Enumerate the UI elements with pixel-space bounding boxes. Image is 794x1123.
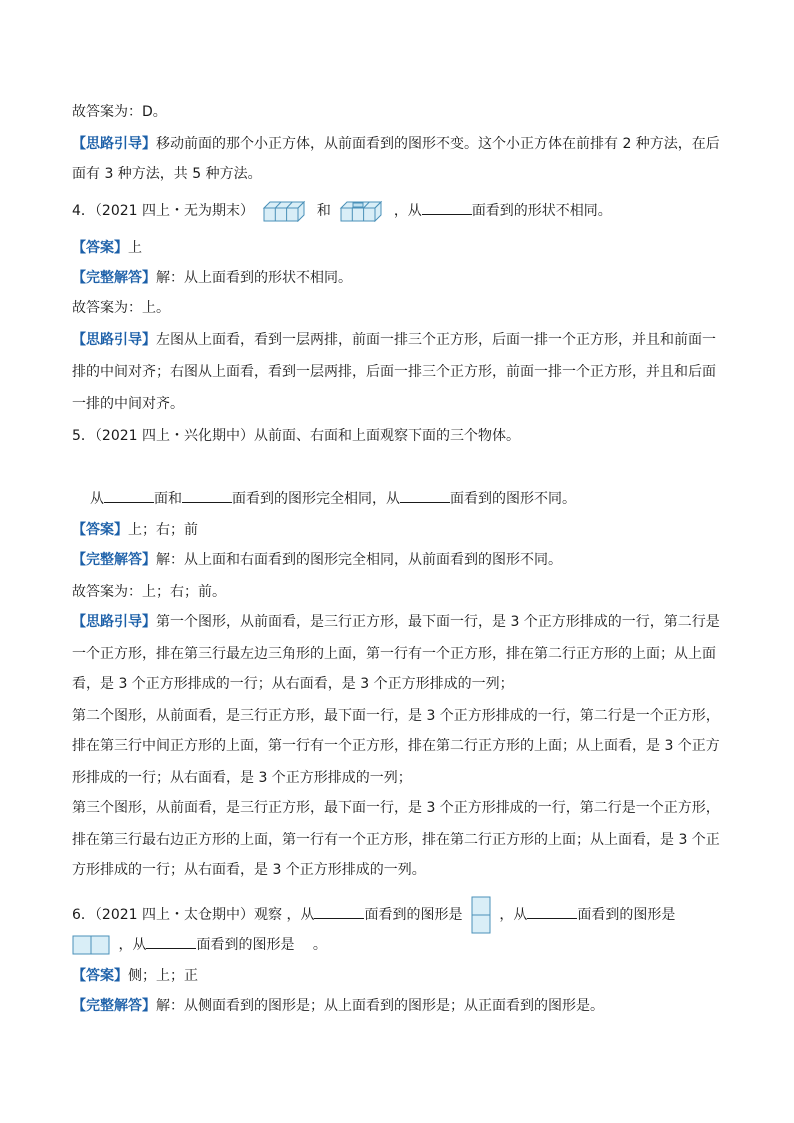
- q6-stem-cont: ，从 面看到的图形是 。: [72, 934, 722, 955]
- cube-figure-left: [262, 200, 308, 222]
- q4-stem: 4．（2021 四上・无为期末） 和 ，从 面看到的形状不相同。: [72, 200, 722, 222]
- q5-answer-line: 故答案为：上；右；前。: [72, 584, 226, 600]
- answer-blank: [422, 200, 472, 215]
- answer-blank: [314, 904, 364, 919]
- q4-hint-cont: 排的中间对齐；右图从上面看，看到一层两排，后面一排三个正方形，前面一排一个正方形，并且和后面: [72, 364, 716, 380]
- q5-hint-cont: 看，是 3 个正方形排成的一行；从右面看，是 3 个正方形排成的一列；: [72, 676, 514, 692]
- horizontal-squares-figure: [72, 935, 110, 955]
- q4-answer: 【答案】上: [72, 240, 142, 256]
- q5-hint-cont: 排在第三行最右边正方形的上面，第一行有一个正方形，排在第二行正方形的上面；从上面看，是 3 个正: [72, 832, 720, 848]
- q6-stem: 6．（2021 四上・太仓期中）观察 ，从 面看到的图形是 ，从 面看到的图形是: [72, 896, 722, 934]
- q5-solution: 【完整解答】解：从上面和右面看到的图形完全相同，从前面看到的图形不同。: [72, 552, 562, 568]
- q5-hint-cont: 方形排成的一行；从右面看，是 3 个正方形排成的一列。: [72, 862, 426, 878]
- q5-hint-cont: 第二个图形，从前面看，是三行正方形，最下面一行，是 3 个正方形排成的一行，第二行是一个正方形，: [72, 708, 720, 724]
- q3-answer-line: 故答案为：D。: [72, 104, 167, 120]
- q4-answer-line: 故答案为：上。: [72, 300, 170, 316]
- q3-hint-cont: 面有 3 种方法，共 5 种方法。: [72, 166, 262, 182]
- q5-hint-cont: 排在第三行中间正方形的上面，第一行有一个正方形，排在第二行正方形的上面；从上面看，是 3 个正方: [72, 738, 720, 754]
- answer-blank: [182, 488, 232, 503]
- q5-stem: 5．（2021 四上・兴化期中）从前面、右面和上面观察下面的三个物体。: [72, 428, 520, 444]
- hint-tag: 【思路引导】: [72, 136, 156, 152]
- q4-solution: 【完整解答】解：从上面看到的形状不相同。: [72, 270, 352, 286]
- q5-hint-cont: 第三个图形，从前面看，是三行正方形，最下面一行，是 3 个正方形排成的一行，第二行是一个正方形，: [72, 800, 720, 816]
- q4-hint: 【思路引导】左图从上面看，看到一层两排，前面一排三个正方形，后面一排一个正方形，并且和前面一: [72, 332, 716, 348]
- answer-blank: [400, 488, 450, 503]
- q5-hint-cont: 形排成的一行；从右面看，是 3 个正方形排成的一列；: [72, 770, 412, 786]
- answer-blank: [104, 488, 154, 503]
- q6-solution: 【完整解答】解：从侧面看到的图形是；从上面看到的图形是；从正面看到的图形是。: [72, 998, 604, 1014]
- answer-blank: [146, 934, 196, 949]
- q5-hint-cont: 一个正方形，排在第三行最左边三角形的上面，第一行有一个正方形，排在第二行正方形的上面；从上面: [72, 646, 716, 662]
- q5-answer: 【答案】上；右；前: [72, 522, 198, 538]
- cube-figure-right: [339, 200, 385, 222]
- vertical-squares-figure: [471, 896, 491, 934]
- answer-blank: [527, 904, 577, 919]
- q5-hint: 【思路引导】第一个图形，从前面看，是三行正方形，最下面一行，是 3 个正方形排成的一行，第二行是: [72, 614, 720, 630]
- q6-answer: 【答案】侧；上；正: [72, 968, 198, 984]
- q3-hint: 【思路引导】移动前面的那个小正方体，从前面看到的图形不变。这个小正方体在前排有 2 种方法，在后: [72, 136, 720, 152]
- q4-hint-cont: 一排的中间对齐。: [72, 396, 184, 412]
- q5-fill-line: 从 面和 面看到的图形完全相同，从 面看到的图形不同。: [90, 488, 740, 509]
